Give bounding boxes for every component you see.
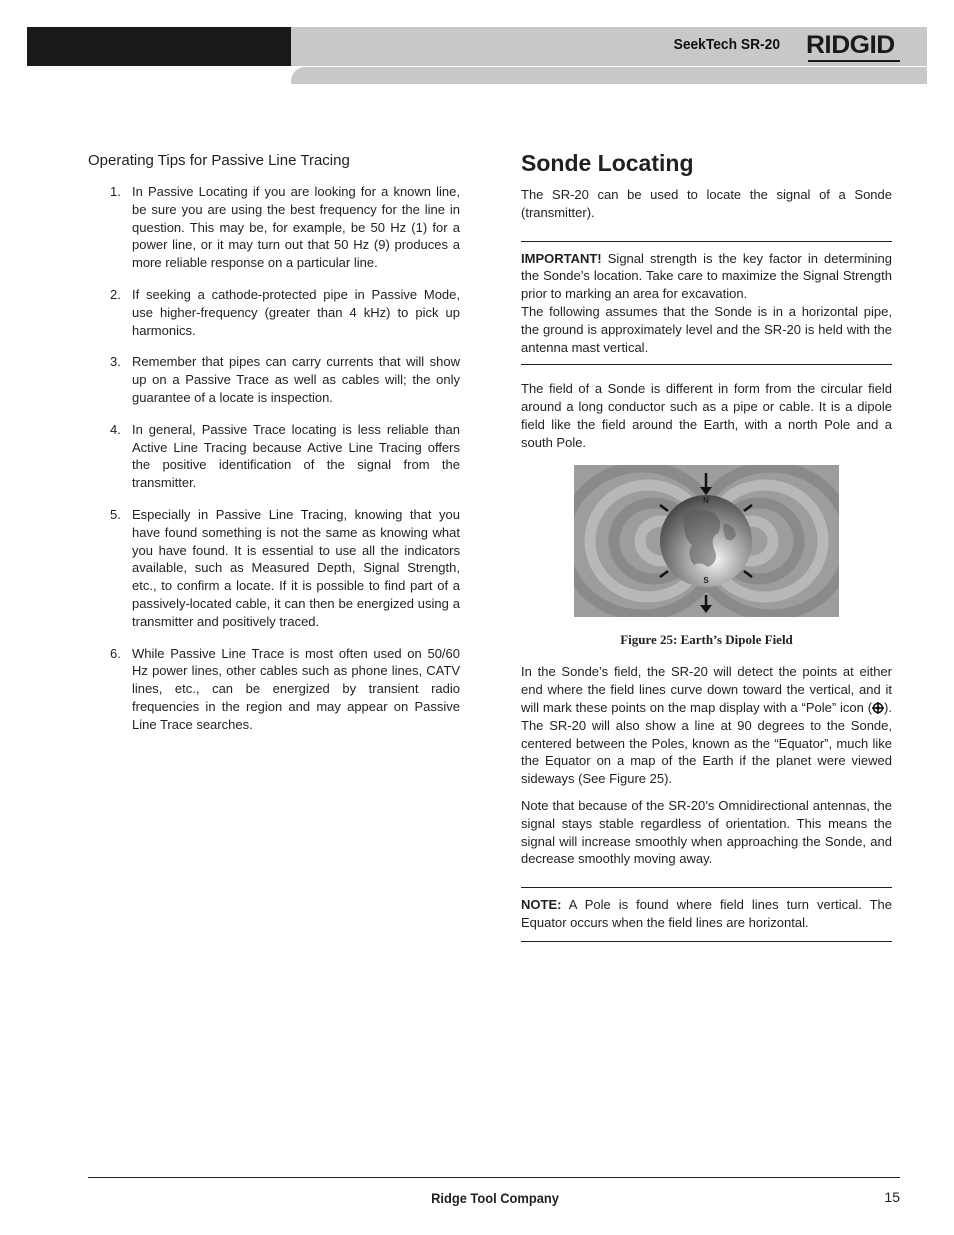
list-item [88,353,460,406]
detect-text-b: ). The SR-20 will also show a line at 90 degrees to the Sonde, centered between the Poles, known as the “Equator”, much like the Equator on a map of the Earth if the planet were viewed sideways (See Figure 25). [521,699,892,787]
list-item [88,183,460,272]
pole-icon [872,702,884,714]
product-title: SeekTech SR-20 [673,36,780,53]
list-number: 1. [110,184,121,199]
note-text: A Pole is found where field lines turn vertical. The Equator occurs when the field lines are horizontal. [521,897,892,930]
detect-paragraph [521,663,892,788]
ridgid-logo [806,31,902,61]
subheading: Operating Tips for Passive Line Tracing [88,152,350,169]
list-number: 4. [110,421,121,437]
list-number: 3. [110,354,121,370]
section-title: Sonde Locating [521,150,694,176]
important-box [521,242,892,365]
header-gray-tab [291,67,927,84]
list-number: 6. [110,645,121,661]
detect-text-a: In the Sonde’s field, the SR-20 will detect the points at either end where the field lines curve down toward the vertical, and it will mark these points on the map display with a “Pole” icon ( [521,664,892,715]
important-label: IMPORTANT! [521,250,602,266]
list-item [88,645,460,734]
list-number: 5. [110,506,121,522]
dipole-figure [574,465,839,617]
footer-rule [88,1177,900,1178]
list-item [88,506,460,631]
assumption-text: The following assumes that the Sonde is in a horizontal pipe, the ground is approximately level and the SR-20 is held with the antenna mast vertical. [521,303,892,355]
list-text: Remember that pipes can carry currents that will show up on a Passive Trace as well as cables will; the only guarantee of a locate is inspection. [132,354,460,405]
list-item [88,286,460,339]
header-black-band [27,27,291,66]
field-paragraph: The field of a Sonde is different in form from the circular field around a long conductor such as a pipe or cable. It is a dipole field like the field around the Earth, with a north Pole and a south Pole. [521,381,892,450]
note-box [521,888,892,941]
list-text: In general, Passive Trace locating is less reliable than Active Line Tracing because Active Line Tracing offers the positive identification of the signal from the transmitter. [132,421,460,491]
right-column [521,148,892,942]
intro-paragraph: The SR-20 can be used to locate the signal of a Sonde (transmitter). [521,187,892,220]
list-text: Especially in Passive Line Tracing, knowing that you have found something is not the same as knowing what you have found. It is essential to use all the indicators available, such as Measured Depth, Signal Strength, etc., to confirm a locate. If it is possible to find part of a passively-located cable, it can then be energized using a transmitter and positively traced. [132,506,460,629]
footer-company: Ridge Tool Company [431,1190,559,1206]
list-text: While Passive Line Trace is most often used on 50/60 Hz power lines, other cables such as phone lines, CATV lines, etc., can be energized by transient radio frequencies in the region and may appear on Passive Line Trace searches. [132,645,460,732]
important-text: Signal strength is the key factor in determining the Sonde’s location. Take care to maximize the Signal Strength prior to marking an area for excavation. [521,250,892,302]
omni-paragraph: Note that because of the SR-20’s Omnidirectional antennas, the signal stays stable regardless of orientation. This means the signal will increase smoothly when approaching the Sonde, and decrease smoothly moving away. [521,797,892,867]
south-label: S [703,575,709,585]
figure-caption: Figure 25: Earth’s Dipole Field [620,631,793,647]
page-number: 15 [884,1189,900,1205]
logo-text: RIDGID [806,31,895,59]
list-text: In Passive Locating if you are looking for a known line, be sure you are using the best frequency for the line in question. This may be, for example, be 50 Hz (1) for a power line, or it may turn out that 50 Hz (9) produces a more reliable response on a particular line. [132,184,460,271]
tips-list [88,183,460,734]
left-column [88,152,460,748]
divider [521,941,892,942]
north-label: N [703,495,709,505]
divider [521,364,892,365]
list-number: 2. [110,286,121,302]
note-label: NOTE: [521,897,562,913]
list-item [88,421,460,492]
logo-underline [808,60,900,62]
dipole-field-image [574,465,839,617]
list-text: If seeking a cathode-protected pipe in Passive Mode, use higher-frequency (greater than 4 kHz) to pick up harmonics. [132,286,460,338]
